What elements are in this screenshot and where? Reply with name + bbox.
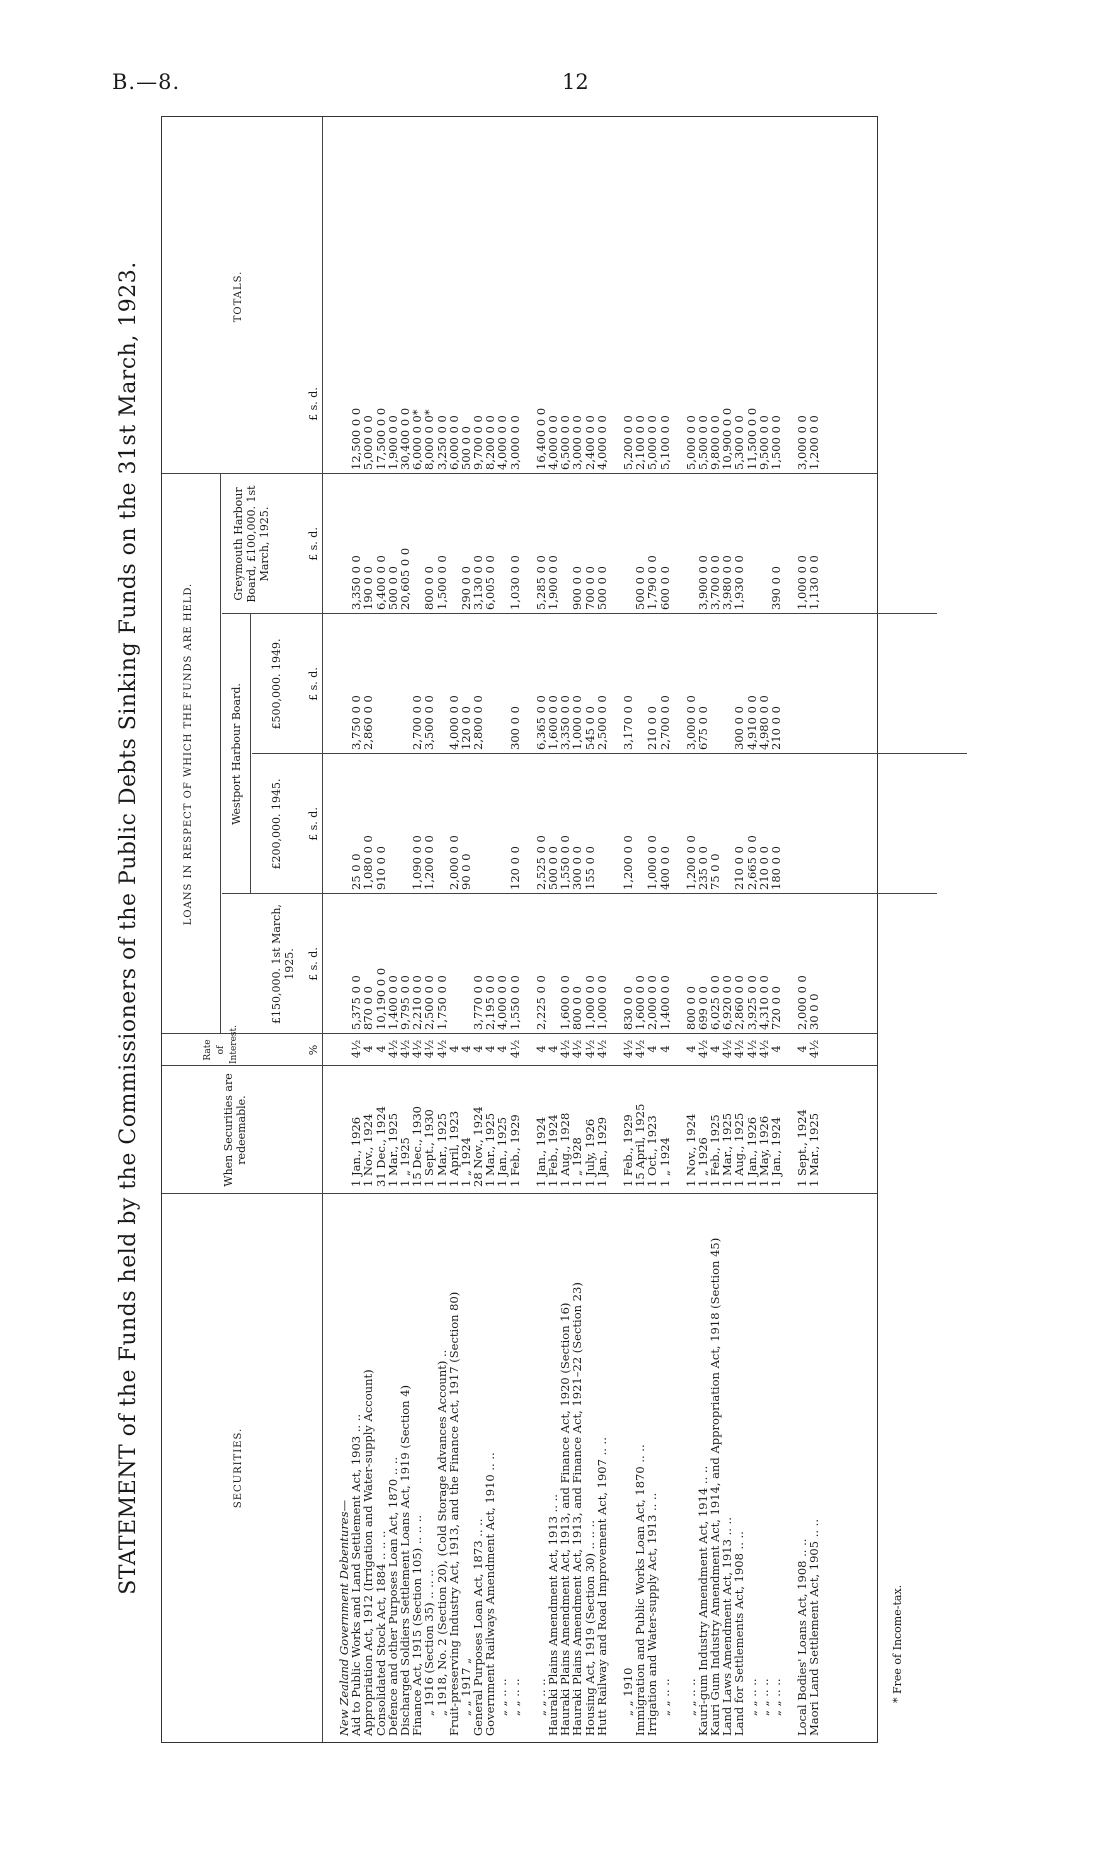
rate-cell: 4 <box>795 1045 810 1053</box>
greymouth-cell: 6,005 0 0 <box>483 555 498 610</box>
l500-cell: 2,800 0 0 <box>471 695 486 750</box>
l500-cell: 3,350 0 0 <box>558 695 573 750</box>
l150-cell: 2,000 0 0 <box>795 975 810 1030</box>
redeemable-cell: 1 Jan., 1924 <box>533 1116 548 1187</box>
l200-cell: 300 0 0 <box>570 846 585 890</box>
total-cell: 8,000 0 0* <box>422 409 437 470</box>
table-row <box>484 117 496 1742</box>
l500-cell: 120 0 0 <box>458 706 473 750</box>
l150-cell: 4,000 0 0 <box>495 975 510 1030</box>
total-cell: 17,500 0 0 <box>373 407 388 470</box>
col-totals: TOTALS. <box>233 270 244 323</box>
security-cell: „ 1918, No. 2 (Section 20), (Cold Storage Advances Account) .. <box>434 1349 449 1716</box>
table-row <box>448 117 460 1742</box>
col-l150: £150,000. 1st March, 1925. <box>270 904 296 1024</box>
security-cell: Government Railways Amendment Act, 1910 .. .. <box>483 1452 498 1736</box>
table-row <box>362 117 374 1742</box>
rate-cell: 4½ <box>570 1039 585 1059</box>
l200-cell: 1,000 0 0 <box>645 835 660 890</box>
total-cell: 9,700 0 0 <box>471 415 486 470</box>
greymouth-cell: 800 0 0 <box>422 566 437 610</box>
greymouth-cell: 600 0 0 <box>657 566 672 610</box>
l150-cell: 1,600 0 0 <box>633 975 648 1030</box>
total-cell: 3,000 0 0 <box>507 415 522 470</box>
total-cell: 12,500 0 0 <box>349 407 364 470</box>
table-row <box>746 117 758 1742</box>
rate-cell: 4½ <box>633 1039 648 1059</box>
redeemable-cell: 31 Dec., 1924 <box>373 1106 388 1187</box>
rate-cell: 4 <box>361 1045 376 1053</box>
table-row <box>460 117 472 1742</box>
table-row <box>596 117 608 1742</box>
table-row <box>709 117 721 1742</box>
col-securities: SECURITIES. <box>233 1427 244 1509</box>
total-cell: 9,800 0 0 <box>708 415 723 470</box>
l200-cell: 120 0 0 <box>507 846 522 890</box>
l500-cell: 4,980 0 0 <box>756 695 771 750</box>
redeemable-cell: 1 Feb., 1929 <box>507 1114 522 1187</box>
l150-cell: 2,195 0 0 <box>483 975 498 1030</box>
rate-cell: 4½ <box>756 1039 771 1059</box>
table-row <box>770 117 782 1742</box>
table-row <box>375 117 387 1742</box>
redeemable-cell: 15 April, 1925 <box>633 1103 648 1187</box>
l150-cell: 870 0 0 <box>361 986 376 1030</box>
redeemable-cell: 1 Mar., 1925 <box>483 1112 498 1187</box>
total-cell: 9,500 0 0 <box>756 415 771 470</box>
l500-cell: 3,750 0 0 <box>349 695 364 750</box>
unit-l150: £ s. d. <box>307 947 320 981</box>
rate-cell: 4½ <box>695 1039 710 1059</box>
l500-cell: 4,910 0 0 <box>744 695 759 750</box>
unit-pct: % <box>307 1044 320 1056</box>
rate-cell: 4½ <box>732 1039 747 1059</box>
security-cell: Hauraki Plains Amendment Act, 1913, and Finance Act, 1921–22 (Section 23) <box>570 1282 585 1736</box>
total-cell: 5,500 0 0 <box>695 415 710 470</box>
greymouth-cell: 1,900 0 0 <box>546 555 560 610</box>
greymouth-cell: 190 0 0 <box>361 566 376 610</box>
security-cell: Hutt Railway and Road Improvement Act, 1907 .. .. <box>594 1437 609 1736</box>
l500-cell: 300 0 0 <box>732 706 747 750</box>
redeemable-cell: 1 Jan., 1925 <box>495 1116 510 1187</box>
security-cell: „ „ 1917 „ <box>458 1657 473 1716</box>
l150-cell: 3,770 0 0 <box>471 975 486 1030</box>
greymouth-cell: 700 0 0 <box>582 566 597 610</box>
greymouth-cell: 1,130 0 0 <box>807 555 822 610</box>
security-cell: „ „ 1910 <box>620 1667 635 1716</box>
security-cell: Housing Act, 1919 (Section 30) .. .. .. <box>582 1520 597 1736</box>
rate-cell: 4½ <box>507 1039 522 1059</box>
rate-cell: 4 <box>546 1045 560 1053</box>
l200-cell: 1,200 0 0 <box>620 835 635 890</box>
rate-cell: 4 <box>373 1045 388 1053</box>
rate-cell: 4 <box>495 1045 510 1053</box>
l500-cell: 545 0 0 <box>582 706 597 750</box>
l200-cell: 2,000 0 0 <box>446 835 461 890</box>
l150-cell: 6,920 0 0 <box>720 975 735 1030</box>
total-cell: 4,000 0 0 <box>495 415 510 470</box>
redeemable-cell: 1 „ 1926 <box>695 1137 710 1187</box>
l150-cell: 2,860 0 0 <box>732 975 747 1030</box>
l150-cell: 3,925 0 0 <box>744 975 759 1030</box>
total-cell: 5,300 0 0 <box>732 415 747 470</box>
total-cell: 2,400 0 0 <box>582 415 597 470</box>
col-redeemable: When Securities are redeemable. <box>222 1073 248 1187</box>
redeemable-cell: 1 Mar., 1925 <box>434 1112 449 1187</box>
security-cell: „ „ .. .. <box>533 1678 548 1716</box>
l150-cell: 6,025 0 0 <box>708 975 723 1030</box>
total-cell: 1,200 0 0 <box>807 415 822 470</box>
rate-cell: 4 <box>483 1045 498 1053</box>
total-cell: 1,500 0 0 <box>769 415 783 470</box>
redeemable-cell: 1 Jan., 1926 <box>744 1116 759 1187</box>
security-cell: Immigration and Public Works Loan Act, 1870 .. .. <box>633 1444 648 1736</box>
table-row <box>758 117 770 1742</box>
greymouth-cell: 500 0 0 <box>633 566 648 610</box>
greymouth-cell: 3,130 0 0 <box>471 555 486 610</box>
l500-cell: 300 0 0 <box>507 706 522 750</box>
greymouth-cell: 1,930 0 0 <box>732 555 747 610</box>
l500-cell: 2,700 0 0 <box>657 695 672 750</box>
l500-cell: 3,000 0 0 <box>683 695 698 750</box>
security-cell: General Purposes Loan Act, 1873 .. .. <box>471 1518 486 1736</box>
redeemable-cell: 1 Aug., 1925 <box>732 1112 747 1187</box>
unit-totals: £ s. d. <box>307 387 320 421</box>
security-cell: „ „ .. .. <box>683 1678 698 1716</box>
l150-cell: 9,795 0 0 <box>397 975 412 1030</box>
l200-cell: 2,525 0 0 <box>533 835 548 890</box>
total-cell: 5,200 0 0 <box>620 415 635 470</box>
unit-l200: £ s. d. <box>307 807 320 841</box>
l500-cell: 2,700 0 0 <box>410 695 425 750</box>
greymouth-cell: 6,400 0 0 <box>373 555 388 610</box>
rate-cell: 4½ <box>422 1039 437 1059</box>
total-cell: 5,000 0 0 <box>683 415 698 470</box>
redeemable-cell: 1 Feb., 1925 <box>708 1114 723 1187</box>
rate-cell: 4 <box>645 1045 660 1053</box>
security-cell: Appropriation Act, 1912 (Irrigation and Water-supply Account) <box>361 1369 376 1736</box>
table-row <box>733 117 745 1742</box>
l150-cell: 1,400 0 0 <box>385 975 400 1030</box>
l500-cell: 2,500 0 0 <box>594 695 609 750</box>
security-cell: „ „ .. .. <box>756 1678 771 1716</box>
table-row <box>808 117 820 1742</box>
col-greymouth: Greymouth Harbour Board, £100,000. 1st March, 1925. <box>232 485 271 603</box>
l200-cell: 25 0 0 <box>349 853 364 890</box>
l500-cell: 3,500 0 0 <box>422 695 437 750</box>
redeemable-cell: 1 „ 1924 <box>657 1137 672 1187</box>
redeemable-cell: 1 Jan., 1926 <box>349 1116 364 1187</box>
redeemable-cell: 1 May, 1926 <box>756 1115 771 1187</box>
redeemable-cell: 1 Sept., 1924 <box>795 1109 810 1187</box>
redeemable-cell: 1 Sept., 1930 <box>422 1109 437 1187</box>
l500-cell: 6,365 0 0 <box>533 695 548 750</box>
total-cell: 6,000 0 0* <box>410 409 425 470</box>
rate-cell: 4½ <box>594 1039 609 1059</box>
col-westport: Westport Harbour Board. <box>230 683 243 825</box>
redeemable-cell: 1 Jan., 1924 <box>769 1116 783 1187</box>
redeemable-cell: 1 April, 1923 <box>446 1110 461 1187</box>
l150-cell: 1,000 0 0 <box>594 975 609 1030</box>
l200-cell: 155 0 0 <box>582 846 597 890</box>
table-row <box>721 117 733 1742</box>
table-row <box>796 117 808 1742</box>
rate-cell: 4 <box>769 1045 783 1053</box>
total-cell: 16,400 0 0 <box>533 407 548 470</box>
total-cell: 6,000 0 0 <box>446 415 461 470</box>
total-cell: 3,000 0 0 <box>795 415 810 470</box>
funds-table <box>161 116 878 1743</box>
greymouth-cell: 3,350 0 0 <box>349 555 364 610</box>
security-cell: Consolidated Stock Act, 1884 .. .. .. <box>373 1530 388 1736</box>
security-cell: Discharged Soldiers Settlement Loans Act, 1919 (Section 4) <box>397 1384 412 1736</box>
security-cell: „ „ .. .. <box>495 1678 510 1716</box>
total-cell: 500 0 0 <box>458 426 473 470</box>
l150-cell: 1,600 0 0 <box>558 975 573 1030</box>
unit-l500: £ s. d. <box>307 667 320 701</box>
redeemable-cell: 1 Feb., 1924 <box>546 1114 560 1187</box>
footnote: * Free of Income-tax. <box>891 1584 904 1703</box>
l500-cell: 1,000 0 0 <box>570 695 585 750</box>
table-row <box>659 117 671 1742</box>
redeemable-cell: 1 Mar., 1925 <box>385 1112 400 1187</box>
redeemable-cell: 1 Jan., 1929 <box>594 1116 609 1187</box>
l200-cell: 75 0 0 <box>708 853 723 890</box>
total-cell: 4,000 0 0 <box>594 415 609 470</box>
rate-cell: 4½ <box>434 1039 449 1059</box>
greymouth-cell: 500 0 0 <box>385 566 400 610</box>
rate-cell: 4½ <box>410 1039 425 1059</box>
l150-cell: 2,500 0 0 <box>422 975 437 1030</box>
l150-cell: 800 0 0 <box>570 986 585 1030</box>
security-cell: Fruit-preserving Industry Act, 1913, and the Finance Act, 1917 (Section 80) <box>446 1291 461 1736</box>
l150-cell: 1,550 0 0 <box>507 975 522 1030</box>
rate-cell: 4½ <box>349 1039 364 1059</box>
greymouth-cell: 3,700 0 0 <box>708 555 723 610</box>
l150-cell: 2,000 0 0 <box>645 975 660 1030</box>
total-cell: 2,100 0 0 <box>633 415 648 470</box>
table-row <box>509 117 521 1742</box>
security-cell: Finance Act, 1915 (Section 105) .. .. .. <box>410 1514 425 1736</box>
redeemable-cell: 28 Nov., 1924 <box>471 1106 486 1187</box>
total-cell: 8,200 0 0 <box>483 415 498 470</box>
redeemable-cell: 1 July, 1926 <box>582 1118 597 1187</box>
l200-cell: 1,200 0 0 <box>683 835 698 890</box>
l150-cell: 1,400 0 0 <box>657 975 672 1030</box>
l200-cell: 400 0 0 <box>657 846 672 890</box>
rate-cell: 4½ <box>385 1039 400 1059</box>
rate-cell: 4 <box>683 1045 698 1053</box>
l150-cell: 800 0 0 <box>683 986 698 1030</box>
l200-cell: 1,200 0 0 <box>422 835 437 890</box>
l200-cell: 235 0 0 <box>695 846 710 890</box>
security-cell: „ „ .. .. <box>507 1678 522 1716</box>
l200-cell: 180 0 0 <box>769 846 783 890</box>
col-loans-heading: LOANS IN RESPECT OF WHICH THE FUNDS ARE HELD. <box>183 582 194 926</box>
redeemable-cell: 1 Nov., 1924 <box>361 1113 376 1187</box>
col-l200: £200,000. 1945. <box>270 778 283 870</box>
redeemable-cell: 1 Feb., 1929 <box>620 1114 635 1187</box>
greymouth-cell: 1,790 0 0 <box>645 555 660 610</box>
security-cell: Aid to Public Works and Land Settlement Act, 1903 .. .. <box>349 1413 364 1736</box>
l200-cell: 1,080 0 0 <box>361 835 376 890</box>
security-cell: Land Laws Amendment Act, 1913 .. .. <box>720 1517 735 1736</box>
rate-cell: 4½ <box>744 1039 759 1059</box>
rate-cell: 4 <box>446 1045 461 1053</box>
redeemable-cell: 15 Dec., 1930 <box>410 1106 425 1187</box>
redeemable-cell: 1 „ 1924 <box>458 1137 473 1187</box>
greymouth-cell: 3,980 0 0 <box>720 555 735 610</box>
page-number: 12 <box>562 70 589 94</box>
l150-cell: 2,210 0 0 <box>410 975 425 1030</box>
total-cell: 6,500 0 0 <box>558 415 573 470</box>
security-cell: „ „ .. .. <box>657 1678 672 1716</box>
greymouth-cell: 20,605 0 0 <box>397 547 412 610</box>
total-cell: 1,900 0 0 <box>385 415 400 470</box>
security-cell: Irrigation and Water-supply Act, 1913 .. .. <box>645 1492 660 1736</box>
table-row <box>399 117 411 1742</box>
l150-cell: 699 0 0 <box>695 986 710 1030</box>
total-cell: 11,500 0 0 <box>744 407 759 470</box>
total-cell: 5,000 0 0 <box>361 415 376 470</box>
greymouth-cell: 500 0 0 <box>594 566 609 610</box>
col-rate: Rate of Interest. <box>203 1024 239 1064</box>
table-row <box>584 117 596 1742</box>
security-cell: Maori Land Settlement Act, 1905 .. .. <box>807 1519 822 1736</box>
greymouth-cell: 1,030 0 0 <box>507 555 522 610</box>
l150-cell: 10,190 0 0 <box>373 967 388 1030</box>
page-header <box>112 70 1002 110</box>
l500-cell: 1,600 0 0 <box>546 695 560 750</box>
rate-cell: 4½ <box>807 1039 822 1059</box>
l200-cell: 210 0 0 <box>732 846 747 890</box>
l150-cell: 830 0 0 <box>620 986 635 1030</box>
rate-cell: 4½ <box>582 1039 597 1059</box>
table-row <box>423 117 435 1742</box>
security-cell: Kauri-gum Industry Amendment Act, 1914 .. .. <box>695 1465 710 1736</box>
table-body <box>338 117 821 1742</box>
unit-grey: £ s. d. <box>307 527 320 561</box>
table-row <box>496 117 508 1742</box>
security-cell: „ „ .. .. <box>769 1678 783 1716</box>
total-cell: 5,100 0 0 <box>657 415 672 470</box>
rate-cell: 4½ <box>620 1039 635 1059</box>
security-cell: Hauraki Plains Amendment Act, 1913 .. .. <box>546 1494 560 1736</box>
table-row <box>436 117 448 1742</box>
page-code: B.—8. <box>112 70 181 94</box>
l150-cell: 720 0 0 <box>769 986 783 1030</box>
total-cell: 3,000 0 0 <box>570 415 585 470</box>
security-cell: Defence and other Purposes Loan Act, 1870 .. .. <box>385 1456 400 1736</box>
greymouth-cell: 1,500 0 0 <box>434 555 449 610</box>
table-row <box>646 117 658 1742</box>
security-cell: Kauri Gum Industry Amendment Act, 1914, and Appropriation Act, 1918 (Section 45) <box>708 1237 723 1736</box>
total-cell: 5,000 0 0 <box>645 415 660 470</box>
security-cell: Local Bodies' Loans Act, 1908 .. .. <box>795 1538 810 1736</box>
rate-cell: 4½ <box>558 1039 573 1059</box>
greymouth-cell: 5,285 0 0 <box>533 555 548 610</box>
l150-cell: 4,310 0 0 <box>756 975 771 1030</box>
security-cell: New Zealand Government Debentures— <box>337 1499 351 1736</box>
greymouth-cell: 900 0 0 <box>570 566 585 610</box>
redeemable-cell: 1 Mar., 1925 <box>807 1112 822 1187</box>
l500-cell: 2,860 0 0 <box>361 695 376 750</box>
redeemable-cell: 1 Oct., 1923 <box>645 1115 660 1187</box>
l200-cell: 210 0 0 <box>756 846 771 890</box>
total-cell: 30,400 0 0 <box>397 407 412 470</box>
security-cell: „ 1916 (Section 35) .. .. .. <box>422 1569 437 1716</box>
l150-cell: 1,750 0 0 <box>434 975 449 1030</box>
table-row <box>411 117 423 1742</box>
redeemable-cell: 1 Mar., 1925 <box>720 1112 735 1187</box>
l150-cell: 5,375 0 0 <box>349 975 364 1030</box>
l200-cell: 1,550 0 0 <box>558 835 573 890</box>
l200-cell: 90 0 0 <box>458 853 473 890</box>
l150-cell: 30 0 0 <box>807 993 822 1030</box>
l500-cell: 210 0 0 <box>769 706 783 750</box>
l500-cell: 3,170 0 0 <box>620 695 635 750</box>
greymouth-cell: 1,000 0 0 <box>795 555 810 610</box>
rate-cell: 4 <box>708 1045 723 1053</box>
redeemable-cell: 1 Nov., 1924 <box>683 1113 698 1187</box>
rate-cell: 4 <box>657 1045 672 1053</box>
security-cell: Land for Settlements Act, 1908 .. .. <box>732 1531 747 1736</box>
security-cell: „ „ .. .. <box>744 1678 759 1716</box>
rate-cell: 4 <box>533 1045 548 1053</box>
total-cell: 3,250 0 0 <box>434 415 449 470</box>
total-cell: 4,000 0 0 <box>546 415 560 470</box>
rate-cell: 4 <box>458 1045 473 1053</box>
l200-cell: 910 0 0 <box>373 846 388 890</box>
l150-cell: 1,000 0 0 <box>582 975 597 1030</box>
l150-cell: 2,225 0 0 <box>533 975 548 1030</box>
col-l500: £500,000. 1949. <box>270 638 283 730</box>
redeemable-cell: 1 „ 1928 <box>570 1137 585 1187</box>
redeemable-cell: 1 Aug., 1928 <box>558 1112 573 1187</box>
l200-cell: 1,090 0 0 <box>410 835 425 890</box>
l500-cell: 675 0 0 <box>695 706 710 750</box>
rate-cell: 4 <box>471 1045 486 1053</box>
statement-title: STATEMENT of the Funds held by the Commissioners of the Public Debts Sinking Funds on the 31st March, 1923. <box>116 261 141 1595</box>
table-row <box>571 117 583 1742</box>
greymouth-cell: 390 0 0 <box>769 566 783 610</box>
redeemable-cell: 1 „ 1925 <box>397 1137 412 1187</box>
security-cell: Hauraki Plains Amendment Act, 1913, and Finance Act, 1920 (Section 16) <box>558 1302 573 1736</box>
l200-cell: 500 0 0 <box>546 846 560 890</box>
l500-cell: 210 0 0 <box>645 706 660 750</box>
rotated-statement <box>116 113 961 1743</box>
greymouth-cell: 290 0 0 <box>458 566 473 610</box>
greymouth-cell: 3,900 0 0 <box>695 555 710 610</box>
rate-cell: 4½ <box>720 1039 735 1059</box>
total-cell: 10,900 0 0 <box>720 407 735 470</box>
l200-cell: 2,665 0 0 <box>744 835 759 890</box>
rate-cell: 4½ <box>397 1039 412 1059</box>
l500-cell: 4,000 0 0 <box>446 695 461 750</box>
